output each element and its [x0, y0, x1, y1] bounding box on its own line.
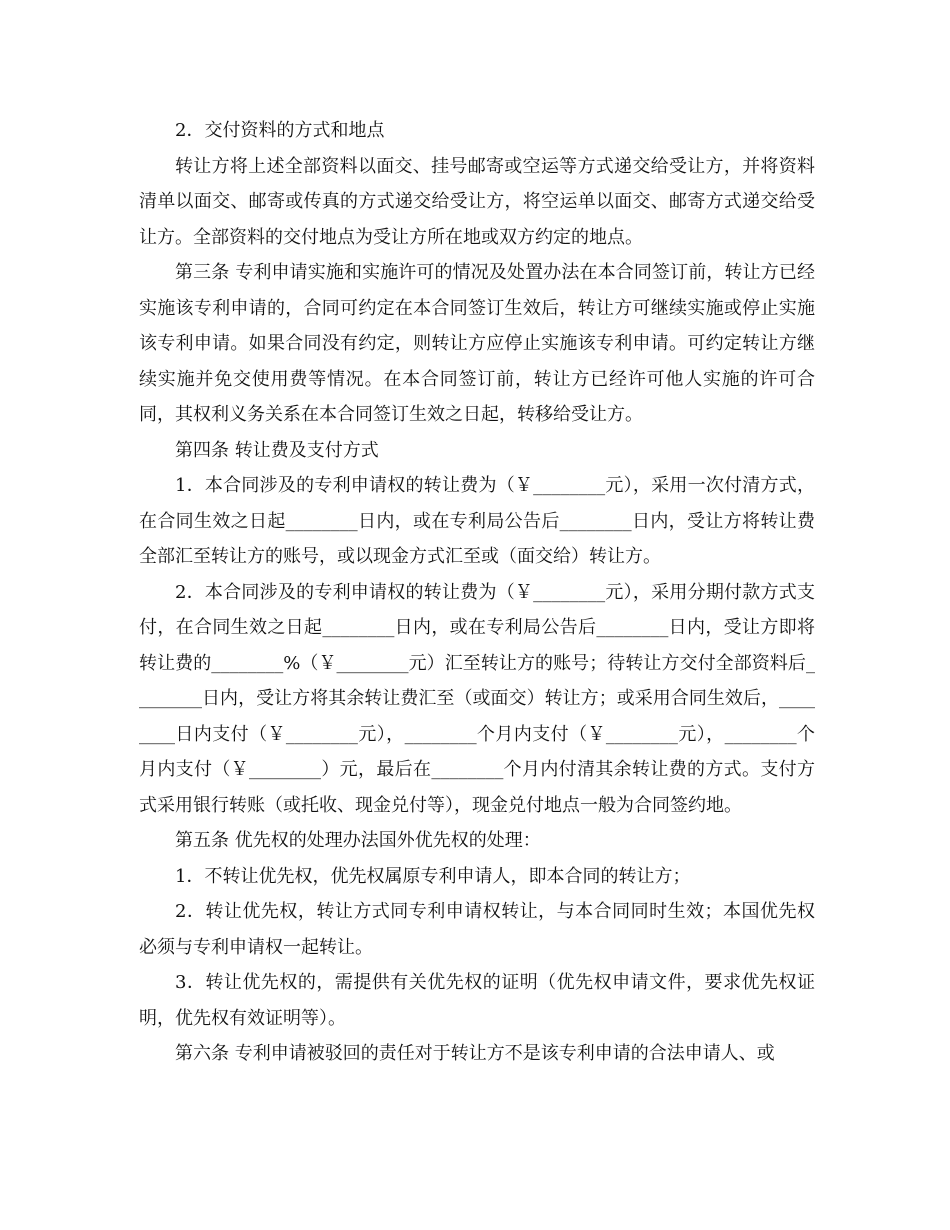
paragraph-article-6: 第六条 专利申请被驳回的责任对于转让方不是该专利申请的合法申请人、或	[175, 1043, 775, 1064]
paragraph-article-4-heading: 第四条 转让费及支付方式	[175, 439, 379, 461]
paragraph-delivery-method: 转让方将上述全部资料以面交、挂号邮寄或空运等方式递交给受让方，并将资料清单以面交、邮寄或传真的方式递交给受让方，将空运单以面交、邮寄方式递交给受让方。全部资料的交付地点为受让方所在地或双方约定的地点。	[139, 155, 815, 248]
paragraph-article-5-item-3: 3．转让优先权的，需提供有关优先权的证明（优先权申请文件，要求优先权证明，优先权有效证明等）。	[139, 972, 815, 1029]
paragraph-article-5-item-2: 2．转让优先权，转让方式同专利申请权转让，与本合同同时生效；本国优先权必须与专利申请权一起转让。	[139, 901, 815, 958]
document-body	[139, 113, 815, 1072]
paragraph-article-4-item-2: 2．本合同涉及的专利申请权的转让费为（￥________元），采用分期付款方式支付，在合同生效之日起________日内，或在专利局公告后________日内，受让方即将转让费的________%（￥________元）汇至转让方的账号；待转让方交付全部资料后________日内，受让方将其余转让费汇至（或面交）转让方；或采用合同生效后，________日内支付（￥________元），________个月内支付（￥________元），________个月内支付（￥________）元，最后在________个月内付清其余转让费的方式。支付方式采用银行转账（或托收、现金兑付等），现金兑付地点一般为合同签约地。	[139, 581, 815, 816]
paragraph-article-4-item-1: 1．本合同涉及的专利申请权的转让费为（￥________元），采用一次付清方式，在合同生效之日起________日内，或在专利局公告后________日内，受让方将转让费全部汇至转让方的账号，或以现金方式汇至或（面交给）转让方。	[139, 475, 815, 567]
paragraph-article-5-heading: 第五条 优先权的处理办法国外优先权的处理：	[175, 830, 541, 851]
paragraph-article-5-item-1: 1．不转让优先权，优先权属原专利申请人，即本合同的转让方；	[175, 865, 691, 887]
paragraph-article-3: 第三条 专利申请实施和实施许可的情况及处置办法在本合同签订前，转让方已经实施该专利申请的，合同可约定在本合同签订生效后，转让方可继续实施或停止实施该专利申请。如果合同没有约定，则转让方应停止实施该专利申请。可约定转让方继续实施并免交使用费等情况。在本合同签订前，转让方已经许可他人实施的许可合同，其权利义务关系在本合同签订生效之日起，转移给受让方。	[139, 262, 815, 425]
paragraph-delivery-method-heading: 2．交付资料的方式和地点	[175, 120, 385, 141]
